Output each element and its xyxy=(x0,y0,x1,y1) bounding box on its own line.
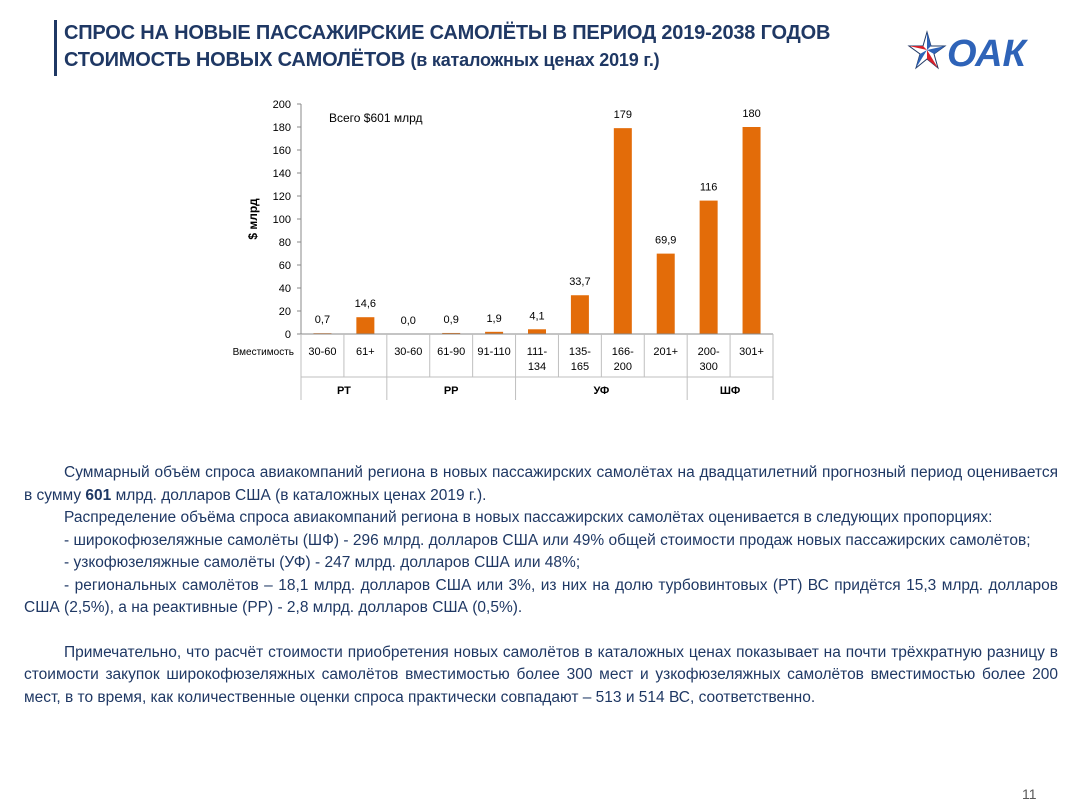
title-line-1: СПРОС НА НОВЫЕ ПАССАЖИРСКИЕ САМОЛЁТЫ В ПЕРИОД 2019-2038 ГОДОВ xyxy=(64,22,831,44)
bar-value-label: 179 xyxy=(613,109,632,122)
logo-text: ОАК xyxy=(947,33,1026,74)
bar-value-label: 1,9 xyxy=(486,312,502,325)
title-line-2-sub: (в каталожных ценах 2019 г.) xyxy=(410,50,660,70)
y-tick-label: 140 xyxy=(272,168,291,180)
bar xyxy=(614,128,632,334)
bar-value-label: 180 xyxy=(742,108,761,120)
x-tick-label: 165 xyxy=(570,361,590,373)
bar xyxy=(528,329,546,334)
x-tick-label: 61+ xyxy=(356,346,375,358)
x-tick-label: 200 xyxy=(613,361,632,373)
body-text xyxy=(24,462,1058,709)
chart-total-annotation: Всего $601 млрд xyxy=(329,111,423,125)
y-tick-label: 120 xyxy=(272,191,291,203)
y-tick-label: 0 xyxy=(284,329,291,341)
bar xyxy=(743,127,761,334)
bar-value-label: 0,7 xyxy=(314,314,331,327)
x-tick-label: 61-90 xyxy=(437,346,466,358)
x-tick-label: 201+ xyxy=(653,346,679,358)
paragraph-gap xyxy=(24,620,1058,642)
x-axis xyxy=(301,334,773,400)
x-tick-label: 300 xyxy=(699,361,718,373)
bar xyxy=(657,254,675,334)
bar-value-label: 69,9 xyxy=(655,234,677,247)
paragraph-narrowbody: - узкофюзеляжные самолёты (УФ) - 247 млрд. долларов США или 48%; xyxy=(64,554,581,571)
x-tick-label: 166- xyxy=(611,346,634,358)
bar xyxy=(356,317,374,334)
y-tick-label: 180 xyxy=(272,122,291,134)
x-tick-label: 301+ xyxy=(739,346,764,358)
x-tick-label: 111- xyxy=(526,346,548,358)
y-tick-label: 80 xyxy=(278,237,291,249)
x-tick-label: 30-60 xyxy=(394,346,423,358)
bar-value-label: 116 xyxy=(699,181,718,194)
bar-value-label: 0,9 xyxy=(443,313,459,326)
bar-value-label: 14,6 xyxy=(354,298,377,311)
group-label: РР xyxy=(443,385,459,397)
x-tick-label: 91-110 xyxy=(477,346,511,358)
group-label: ШФ xyxy=(719,385,741,397)
bar xyxy=(571,295,589,334)
group-label: РТ xyxy=(336,385,351,397)
bar-value-label: 4,1 xyxy=(529,310,545,323)
paragraph-widebody: - широкофюзеляжные самолёты (ШФ) - 296 млрд. долларов США или 49% общей стоимости продаж новых пассажирских самолётов; xyxy=(64,531,1031,549)
y-axis xyxy=(273,99,301,341)
x-tick-label: 30-60 xyxy=(308,346,337,358)
x-tick-label: 134 xyxy=(527,361,547,373)
paragraph-note: Примечательно, что расчёт стоимости приобретения новых самолётов в каталожных ценах показывает на почти трёхкратную разницу в стоимости закупок широкофюзеляжных самолётов вместимостью более 300 мест и узкофюзеляжных самолётов вместимостью более 200 мест, в то время, как количественные оценки спроса практически совпадают – 513 и 514 ВС, соответственно. xyxy=(24,643,1058,706)
y-tick-label: 40 xyxy=(278,283,291,295)
paragraph-total-pre: Суммарный объём спроса авиакомпаний региона в новых пассажирских самолётах на двадцатилетний прогнозный период оценивается в сумму xyxy=(24,464,1058,504)
paragraph-distribution: Распределение объёма спроса авиакомпаний региона в новых пассажирских самолётах оценивается в следующих пропорциях: xyxy=(64,509,993,526)
x-tick-label: 135- xyxy=(568,346,591,358)
chart-bars xyxy=(313,108,760,334)
paragraph-regional: - региональных самолётов – 18,1 млрд. долларов США или 3%, из них на долю турбовинтовых (РТ) ВС придётся 15,3 млрд. долларов США (2,5%), а на реактивные (РР) - 2,8 млрд. долларов США (0,5%). xyxy=(24,576,1058,616)
y-tick-label: 200 xyxy=(272,99,291,111)
y-axis-label: $ млрд xyxy=(246,198,260,240)
y-tick-label: 160 xyxy=(272,145,291,157)
x-axis-label: Вместимость xyxy=(232,347,294,358)
bar-value-label: 33,7 xyxy=(569,276,591,289)
x-tick-label: 200- xyxy=(697,346,720,358)
title-line-2-main: СТОИМОСТЬ НОВЫХ САМОЛЁТОВ xyxy=(64,49,406,71)
group-label: УФ xyxy=(593,385,610,397)
y-tick-label: 100 xyxy=(272,214,291,226)
paragraph-total xyxy=(24,462,1058,507)
bar xyxy=(700,201,718,334)
bar-value-label: 0,0 xyxy=(400,315,416,327)
total-amount: 601 xyxy=(85,486,112,504)
page-number: 11 xyxy=(1022,786,1037,802)
y-tick-label: 60 xyxy=(278,260,291,272)
y-tick-label: 20 xyxy=(278,306,291,318)
paragraph-total-post: млрд. долларов США (в каталожных ценах 2019 г.). xyxy=(111,486,487,504)
